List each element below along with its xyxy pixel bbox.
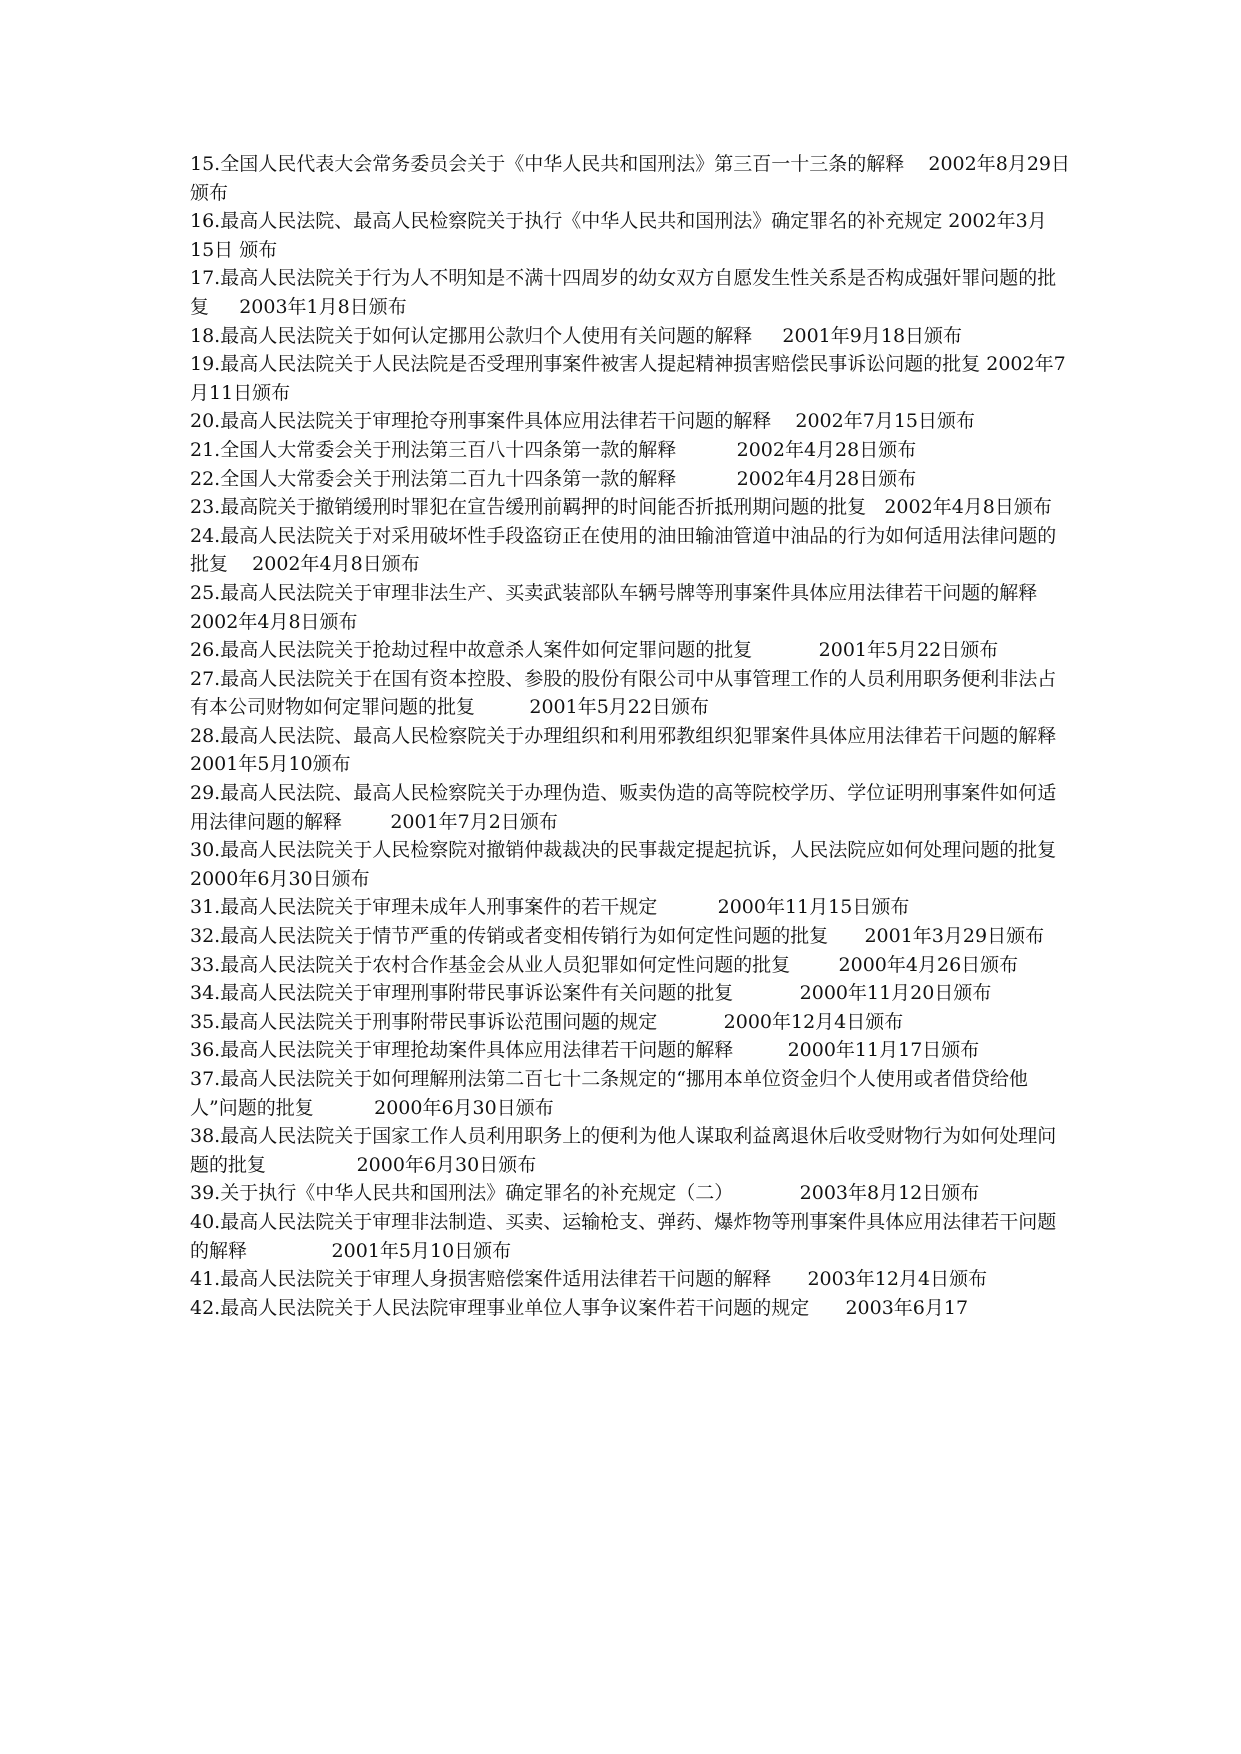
entry-text: 16.最高人民法院、最高人民检察院关于执行《中华人民共和国刑法》确定罪名的补充规定 2002年3月15日 颁布: [190, 210, 1047, 261]
list-item: [190, 779, 1070, 836]
list-item: [190, 979, 1070, 1008]
entry-text: 42.最高人民法院关于人民法院审理事业单位人事争议案件若干问题的规定 2003年6月17: [190, 1296, 969, 1319]
list-item: [190, 1179, 1070, 1208]
list-item: [190, 264, 1070, 321]
list-item: [190, 1294, 1070, 1323]
list-item: [190, 493, 1070, 522]
entry-text: 29.最高人民法院、最高人民检察院关于办理伪造、贩卖伪造的高等院校学历、学位证明刑事案件如何适用法律问题的解释 2001年7月2日颁布: [190, 782, 1057, 833]
entry-text: 25.最高人民法院关于审理非法生产、买卖武装部队车辆号牌等刑事案件具体应用法律若干问题的解释 2002年4月8日颁布: [190, 581, 1092, 633]
entry-text: 30.最高人民法院关于人民检察院对撤销仲裁裁决的民事裁定提起抗诉，人民法院应如何处理问题的批复 2000年6月30日颁布: [190, 839, 1117, 890]
entry-text: 18.最高人民法院关于如何认定挪用公款归个人使用有关问题的解释 2001年9月18日颁布: [190, 324, 963, 347]
entry-text: 37.最高人民法院关于如何理解刑法第二百七十二条规定的“挪用本单位资金归个人使用或者借贷给他人”问题的批复 2000年6月30日颁布: [190, 1068, 1028, 1119]
list-item: [190, 150, 1070, 207]
entry-text: 26.最高人民法院关于抢劫过程中故意杀人案件如何定罪问题的批复 2001年5月22日颁布: [190, 639, 999, 662]
entry-text: 31.最高人民法院关于审理未成年人刑事案件的若干规定 2000年11月15日颁布: [190, 896, 910, 919]
list-item: [190, 207, 1070, 264]
list-item: [190, 1208, 1070, 1265]
list-item: [190, 522, 1070, 579]
list-item: [190, 1065, 1070, 1122]
list-item: [190, 350, 1070, 407]
entry-text: 39.关于执行《中华人民共和国刑法》确定罪名的补充规定（二） 2003年8月12日颁布: [190, 1182, 980, 1205]
entry-text: 33.最高人民法院关于农村合作基金会从业人员犯罪如何定性问题的批复 2000年4月26日颁布: [190, 953, 1019, 976]
list-item: [190, 951, 1070, 980]
list-item: [190, 836, 1117, 893]
entry-text: 20.最高人民法院关于审理抢夺刑事案件具体应用法律若干问题的解释 2002年7月15日颁布: [190, 410, 975, 433]
list-item: [190, 636, 1070, 665]
list-item: [190, 436, 1070, 465]
list-item: [190, 1008, 1070, 1037]
list-item: [190, 579, 1092, 636]
list-item: [190, 893, 1070, 922]
entry-text: 24.最高人民法院关于对采用破坏性手段盗窃正在使用的油田输油管道中油品的行为如何适用法律问题的批复 2002年4月8日颁布: [190, 524, 1057, 576]
entry-text: 19.最高人民法院关于人民法院是否受理刑事案件被害人提起精神损害赔偿民事诉讼问题的批复 2002年7月11日颁布: [190, 353, 1066, 404]
document-body: [190, 150, 1117, 1322]
list-item: [190, 722, 1087, 779]
entry-text: 17.最高人民法院关于行为人不明知是不满十四周岁的幼女双方自愿发生性关系是否构成强奸罪问题的批复 2003年1月8日颁布: [190, 267, 1057, 318]
list-item: [190, 665, 1070, 722]
entry-text: 28.最高人民法院、最高人民检察院关于办理组织和利用邪教组织犯罪案件具体应用法律若干问题的解释 2001年5月10颁布: [190, 724, 1087, 776]
entry-text: 40.最高人民法院关于审理非法制造、买卖、运输枪支、弹药、爆炸物等刑事案件具体应用法律若干问题的解释 2001年5月10日颁布: [190, 1210, 1057, 1262]
list-item: [190, 465, 1070, 494]
entry-text: 21.全国人大常委会关于刑法第三百八十四条第一款的解释 2002年4月28日颁布: [190, 438, 917, 461]
list-item: [190, 1265, 1070, 1294]
entry-text: 27.最高人民法院关于在国有资本控股、参股的股份有限公司中从事管理工作的人员利用职务便利非法占有本公司财物如何定罪问题的批复 2001年5月22日颁布: [190, 667, 1057, 719]
entry-text: 34.最高人民法院关于审理刑事附带民事诉讼案件有关问题的批复 2000年11月20日颁布: [190, 982, 992, 1005]
entry-text: 35.最高人民法院关于刑事附带民事诉讼范围问题的规定 2000年12月4日颁布: [190, 1010, 904, 1033]
list-item: [190, 922, 1070, 951]
list-item: [190, 407, 1070, 436]
list-item: [190, 322, 1070, 351]
entry-text: 41.最高人民法院关于审理人身损害赔偿案件适用法律若干问题的解释 2003年12月4日颁布: [190, 1268, 988, 1291]
entry-text: 36.最高人民法院关于审理抢劫案件具体应用法律若干问题的解释 2000年11月17日颁布: [190, 1039, 980, 1062]
entry-text: 22.全国人大常委会关于刑法第二百九十四条第一款的解释 2002年4月28日颁布: [190, 467, 917, 490]
list-item: [190, 1036, 1070, 1065]
list-item: [190, 1122, 1070, 1179]
entry-text: 32.最高人民法院关于情节严重的传销或者变相传销行为如何定性问题的批复 2001年3月29日颁布: [190, 925, 1045, 948]
entry-text: 23.最高院关于撤销缓刑时罪犯在宣告缓刑前羁押的时间能否折抵刑期问题的批复 2002年4月8日颁布: [190, 496, 1052, 519]
entry-text: 38.最高人民法院关于国家工作人员利用职务上的便利为他人谋取利益离退休后收受财物行为如何处理问题的批复 2000年6月30日颁布: [190, 1125, 1057, 1176]
entry-text: 15.全国人民代表大会常务委员会关于《中华人民共和国刑法》第三百一十三条的解释 2002年8月29日颁布: [190, 153, 1070, 204]
